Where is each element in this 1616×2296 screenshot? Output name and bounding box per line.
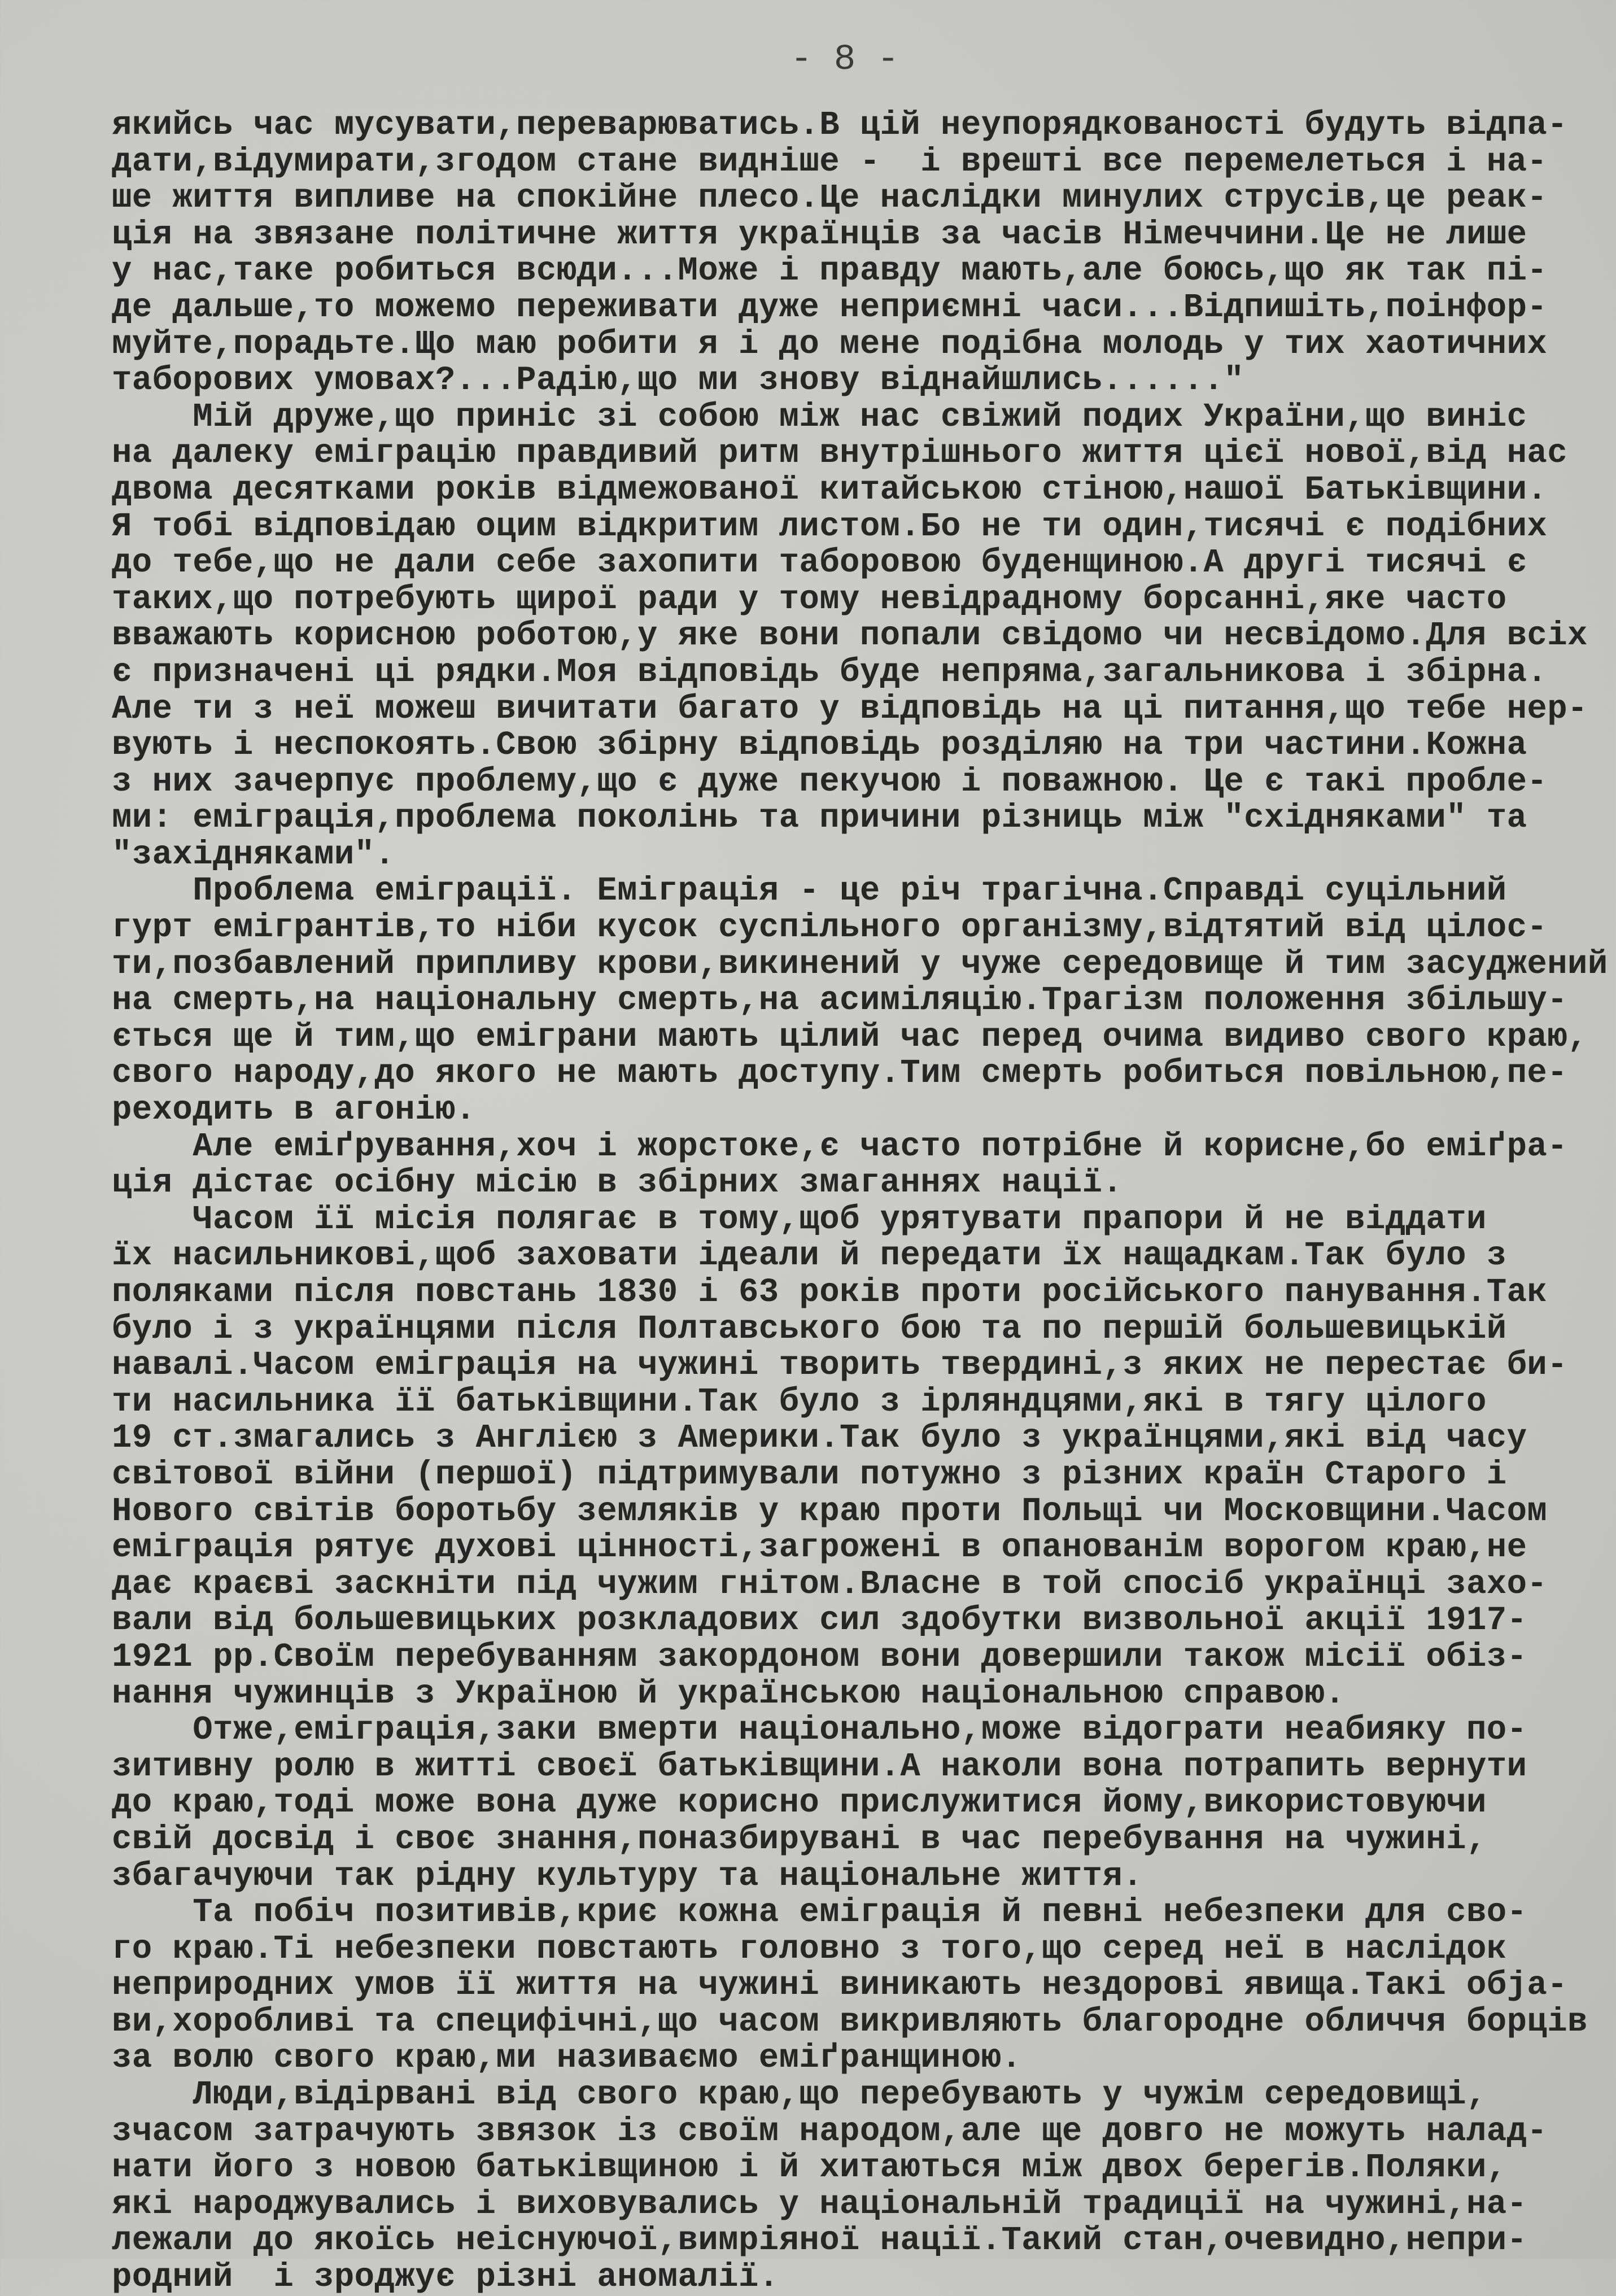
text-line: зитивну ролю в житті своєї батьківщини.А наколи вона потрапить вернути (112, 1747, 1527, 1786)
text-line: вують і неспокоять.Свою збірну відповідь розділяю на три частини.Кожна (112, 726, 1527, 765)
text-line: двома десятками років відмежованої китайською стіною,нашої Батьківщини. (112, 470, 1548, 509)
text-line: Мій друже,що приніс зі собою між нас свіжий подих України,що виніс (112, 398, 1527, 436)
text-line: "західняками". (112, 835, 395, 874)
text-line: Проблема еміграції. Еміграція - це річ трагічна.Справді суцільний (112, 872, 1507, 910)
text-line: свого народу,до якого не мають доступу.Тим смерть робиться повільною,пе- (112, 1054, 1568, 1093)
text-line: ми: еміграція,проблема поколінь та причини різниць між "східняками" та (112, 799, 1527, 837)
text-line: на смерть,на національну смерть,на асиміляцію.Трагізм положення збільшу- (112, 981, 1568, 1020)
text-line: якийсь час мусувати,переварюватись.В цій неупорядкованості будуть відпа- (112, 106, 1568, 144)
page-number: - 8 - (790, 40, 899, 80)
text-line: за волю свого краю,ми називаємо еміґранщиною. (112, 2039, 1022, 2077)
text-line: до краю,тоді може вона дуже корисно прислужитися йому,використовуючи (112, 1784, 1487, 1822)
text-line: ція на звязане політичне життя українців за часів Німеччини.Це не лише (112, 215, 1527, 254)
text-line: дати,відумирати,згодом стане видніше - і врешті все перемелеться і на- (112, 142, 1548, 181)
text-line: вважають корисною роботою,у яке вони попали свідомо чи несвідомо.Для всіх (112, 617, 1588, 655)
text-line: свій досвід і своє знання,поназбирувані в час перебування на чужині, (112, 1820, 1487, 1858)
text-line: ше життя випливе на спокійне плесо.Це наслідки минулих струсів,це реак- (112, 179, 1548, 217)
text-line: до тебе,що не дали себе захопити таборовою буденщиною.А другі тисячі є (112, 544, 1527, 582)
text-line: вали від большевицьких розкладових сил здобутки визвольної акції 1917- (112, 1601, 1527, 1640)
text-line: го краю.Ті небезпеки повстають головно з того,що серед неї в наслідок (112, 1930, 1507, 1968)
text-line: реходить в агонію. (112, 1091, 476, 1129)
text-line: лежали до якоїсь неіснуючої,вимріяної нації.Такий стан,очевидно,непри- (112, 2221, 1527, 2260)
text-line: Люди,відірвані від свого краю,що перебувають у чужім середовищі, (112, 2076, 1487, 2114)
text-line: на далеку еміграцію правдивий ритм внутрішнього життя цієї нової,від нас (112, 434, 1568, 473)
text-line: таборових умовах?...Радію,що ми знову віднайшлись......" (112, 361, 1244, 400)
text-line: зчасом затрачують звязок із своїм народом,але ще довго не можуть налад- (112, 2112, 1548, 2150)
text-line: ви,хоробливі та специфічні,що часом викривляють благородне обличчя борців (112, 2002, 1588, 2041)
text-line: їх насильникові,щоб заховати ідеали й передати їх нащадкам.Так було з (112, 1237, 1507, 1275)
text-line: збагачуючи так рідну культуру та національне життя. (112, 1857, 1143, 1895)
document-body (112, 106, 1608, 2296)
text-line: ти,позбавлений припливу крови,викинений у чуже середовище й тим засуджений (112, 945, 1608, 983)
text-line: Але еміґрування,хоч і жорстоке,є часто потрібне й корисне,бо еміґра- (112, 1127, 1568, 1166)
text-line: ти насильника її батьківщини.Так було з ірляндцями,які в тягу цілого (112, 1382, 1487, 1421)
text-line: таких,що потребують щирої ради у тому невідрадному борсанні,яке часто (112, 580, 1507, 618)
text-line: Але ти з неї можеш вичитати багато у відповідь на ці питання,що тебе нер- (112, 689, 1588, 728)
text-line: поляками після повстань 1830 і 63 років проти російського панування.Так (112, 1273, 1548, 1311)
text-line: світової війни (першої) підтримували потужно з різних країн Старого і (112, 1455, 1507, 1494)
text-line: у нас,таке робиться всюди...Може і правду мають,але боюсь,що як так пі- (112, 252, 1548, 290)
text-line: родний і зроджує різні аномалії. (112, 2258, 779, 2296)
text-line: 1921 рр.Своїм перебуванням закордоном вони довершили також місії обіз- (112, 1638, 1527, 1676)
text-line: які народжувались і виховувались у національній традиції на чужині,на- (112, 2185, 1527, 2223)
text-line: Отже,еміграція,заки вмерти національно,може відограти неабияку по- (112, 1711, 1527, 1749)
text-line: нання чужинців з Україною й українською національною справою. (112, 1674, 1346, 1713)
text-line: гурт емігрантів,то ніби кусок суспільного організму,відтятий від цілос- (112, 909, 1548, 947)
text-line: дає краєві заскніти під чужим гнітом.Власне в той спосіб українці захо- (112, 1565, 1548, 1603)
text-line: Я тобі відповідаю оцим відкритим листом.Бо не ти один,тисячі є подібних (112, 507, 1548, 545)
text-line: неприродних умов її життя на чужині виникають нездорові явища.Такі обја- (112, 1966, 1568, 2005)
text-line: Нового світів боротьбу земляків у краю проти Польщі чи Московщини.Часом (112, 1492, 1548, 1530)
text-line: є призначені ці рядки.Моя відповідь буде непряма,загальникова і збірна. (112, 653, 1548, 691)
text-line: нати його з новою батьківщиною і й хитаються між двох берегів.Поляки, (112, 2149, 1507, 2187)
text-line: було і з українцями після Полтавського бою та по першій большевицькій (112, 1309, 1507, 1348)
text-line: Часом її місія полягає в тому,щоб урятувати прапори й не віддати (112, 1200, 1487, 1238)
text-line: навалі.Часом еміграція на чужині творить твердині,з яких не перестає би- (112, 1346, 1568, 1385)
text-line: ція дістає осібну місію в збірних змаганнях нації. (112, 1164, 1123, 1202)
text-line: 19 ст.змагались з Англією з Америки.Так було з українцями,які від часу (112, 1419, 1527, 1457)
text-line: де дальше,то можемо переживати дуже неприємні часи...Відпишіть,поінфор- (112, 288, 1548, 326)
text-line: еміграція рятує духові цінності,загрожені в опанованім ворогом краю,не (112, 1529, 1527, 1567)
text-line: муйте,порадьте.Що маю робити я і до мене подібна молодь у тих хаотичних (112, 325, 1548, 363)
text-line: з них зачерпує проблему,що є дуже пекучою і поважною. Це є такі пробле- (112, 762, 1548, 801)
text-line: ється ще й тим,що еміграни мають цілий час перед очима видиво свого краю, (112, 1018, 1588, 1056)
text-line: Та побіч позитивів,криє кожна еміграція й певні небезпеки для сво- (112, 1893, 1527, 1932)
